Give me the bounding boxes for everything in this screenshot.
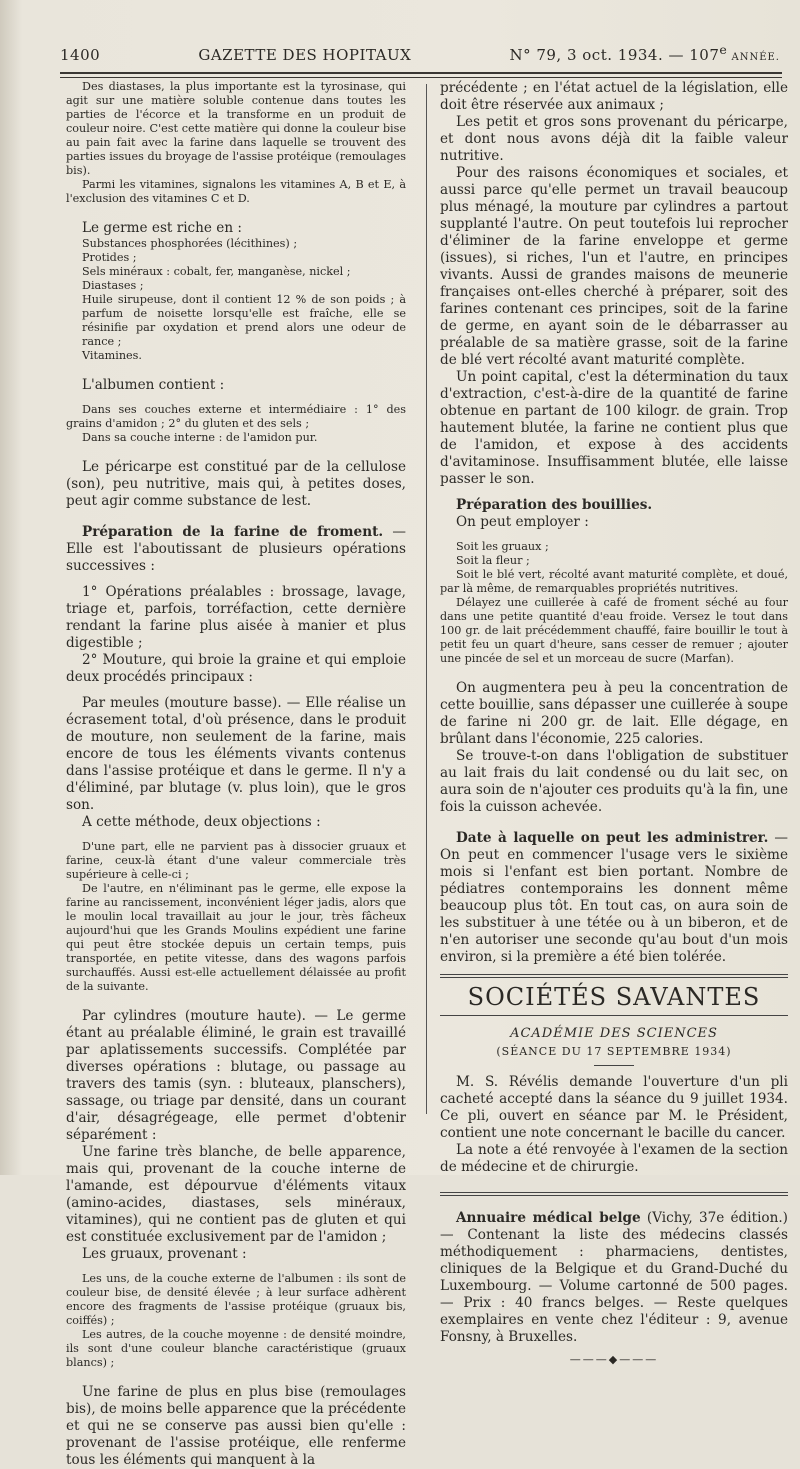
- paragraph: Une farine très blanche, de belle apparence, mais qui, provenant de la couche interne de l'amande, est dépourvue d'éléments vitaux (amino-acides, diastases, sels minéraux, vitamines), qui ne contient pas de gluten et qui est constituée exclusivement par de l'amidon ;: [66, 1144, 406, 1245]
- paragraph: Une farine de plus en plus bise (remoulages bis), de moins belle apparence que la précédente et qui ne se conserve pas aussi bien qu'elle : provenant de l'assise protéique, elle renferme tous les éléments qui manquent à la: [66, 1384, 406, 1468]
- paragraph: Parmi les vitamines, signalons les vitamines A, B et E, à l'exclusion des vitamines C et D.: [66, 178, 406, 205]
- section-date: [440, 830, 788, 966]
- list-item: Diastases ;: [82, 279, 144, 292]
- paragraph: Soit le blé vert, récolté avant maturité complète, et doué, par là même, de remarquables propriétés nutritives.: [440, 568, 788, 595]
- paragraph: 2° Mouture, qui broie la graine et qui emploie deux procédés principaux :: [66, 652, 406, 685]
- page-number: 1400: [60, 46, 101, 64]
- paragraph: Soit la fleur ;: [456, 554, 530, 567]
- section-heading: Date à laquelle on peut les administrer.: [456, 830, 769, 846]
- paragraph: Se trouve-t-on dans l'obligation de substituer au lait frais du lait condensé ou du lait sec, on aura soin de n'ajouter ces produits qu'à la fin, une fois la cuisson achevée.: [440, 748, 788, 815]
- list-item: Protides ;: [82, 251, 137, 264]
- paragraph: Par meules (mouture basse). — Elle réalise un écrasement total, d'où présence, dans le produit de mouture, non seulement de la farine, mais encore de tous les éléments vivants contenus dans l'assise protéique et dans le germe. Il n'y a d'éliminé, par blutage (v. plus loin), que le gros son.: [66, 695, 406, 813]
- paragraph: Des diastases, la plus importante est la tyrosinase, qui agit sur une matière soluble contenue dans toutes les parties de l'écorce et la transforme en un produit de couleur noire. C'est cette matière qui donne la couleur bise au pain fait avec la farine dans laquelle se trouvent des parties issues du broyage de l'assise protéique (remoulages bis).: [66, 80, 406, 177]
- divider: [440, 1015, 788, 1016]
- section-banner: SOCIÉTÉS SAVANTES: [467, 983, 761, 1011]
- paragraph: On peut employer :: [456, 514, 589, 530]
- section-text: (Vichy, 37e édition.) — Contenant la liste des médecins classés méthodiquement : pharmaciens, dentistes, cliniques de la Belgique et du Grand-Duché du Luxembourg. — Volume cartonné de 500 pages. — Prix : 40 francs belges. — Reste quelques exemplaires en vente chez l'éditeur : 9, avenue Fonsny, à Bruxelles.: [440, 1210, 788, 1346]
- issue-text: N° 79, 3 oct. 1934. — 107: [509, 46, 720, 64]
- paragraph: A cette méthode, deux objections :: [82, 814, 321, 830]
- page-header: [60, 42, 780, 70]
- ornament-icon: ———◆———: [569, 1353, 659, 1367]
- academie-title: ACADÉMIE DES SCIENCES: [510, 1026, 718, 1042]
- list-item: Huile sirupeuse, dont il contient 12 % de son poids ; à parfum de noisette lorsqu'elle est fraîche, elle se résinifie par oxydation et prend alors une odeur de rance ;: [82, 293, 406, 348]
- divider: [440, 977, 788, 978]
- paragraph: Soit les gruaux ;: [456, 540, 549, 553]
- divider: [440, 974, 788, 975]
- paragraph: Les gruaux, provenant :: [82, 1246, 247, 1262]
- list-item: Vitamines.: [82, 349, 142, 362]
- section-heading: Annuaire médical belge: [456, 1210, 641, 1227]
- issue-info: [509, 42, 780, 64]
- right-column: [440, 80, 788, 1368]
- section-annuaire: [440, 1210, 788, 1346]
- paragraph: D'une part, elle ne parvient pas à dissocier gruaux et farine, ceux-là étant d'une valeur commerciale très supérieure à celle-ci ;: [66, 840, 406, 881]
- left-column: [66, 80, 406, 1469]
- paragraph: précédente ; en l'état actuel de la législation, elle doit être réservée aux animaux ;: [440, 80, 788, 113]
- paragraph: De l'autre, en n'éliminant pas le germe, elle expose la farine au rancissement, inconvénient léger jadis, alors que le moulin local travaillait au jour le jour, très fâcheux aujourd'hui que les Grands Moulins expédient une farine qui peut être stockée depuis un certain temps, puis transportée, en petite vitesse, dans des wagons parfois surchauffés. Aussi est-elle actuellement délaissée au profit de la suivante.: [66, 882, 406, 993]
- paragraph: 1° Opérations préalables : brossage, lavage, triage et, parfois, torréfaction, cette dernière rendant la farine plus aisée à manier et plus digestible ;: [66, 584, 406, 651]
- header-rule: [60, 72, 782, 78]
- paragraph: Dans sa couche interne : de l'amidon pur.: [82, 431, 318, 444]
- paragraph: M. S. Révélis demande l'ouverture d'un pli cacheté accepté dans la séance du 9 juillet 1934. Ce pli, ouvert en séance par M. le Président, contient une note concernant le bacille du cancer.: [440, 1074, 788, 1142]
- paragraph: Les uns, de la couche externe de l'albumen : ils sont de couleur bise, de densité élevée ; à leur surface adhèrent encore des fragments de l'assise protéique (gruaux bis, coiffés) ;: [66, 1272, 406, 1327]
- paragraph: On augmentera peu à peu la concentration de cette bouillie, sans dépasser une cuillerée à soupe de farine ni 200 gr. de lait. Elle dégage, en brûlant dans l'économie, 225 calories.: [440, 680, 788, 747]
- issue-suffix: e: [719, 42, 728, 57]
- issue-year: ANNÉE.: [727, 52, 780, 63]
- germe-title: Le germe est riche en :: [82, 220, 242, 236]
- section-text: — Elle est l'aboutissant de plusieurs opérations successives :: [66, 524, 406, 574]
- paragraph: Délayez une cuillerée à café de froment séché au four dans une petite quantité d'eau froide. Versez le tout dans 100 gr. de lait précédemment chauffé, faire bouillir le tout à petit feu un quart d'heure, sans cesser de remuer ; ajouter une pincée de sel et un morceau de sucre (Marfan).: [440, 596, 788, 665]
- paragraph: Les autres, de la couche moyenne : de densité moindre, ils sont d'une couleur blanche caractéristique (gruaux blancs) ;: [66, 1328, 406, 1369]
- germe-list: [66, 237, 406, 363]
- paragraph: Dans ses couches externe et intermédiaire : 1° des grains d'amidon ; 2° du gluten et des sels ;: [66, 403, 406, 430]
- paragraph: Par cylindres (mouture haute). — Le germe étant au préalable éliminé, le grain est travaillé par aplatissements successifs. Complétée par diverses opérations : blutage, ou passage au travers des tamis (syn. : bluteaux, planschers), sassage, ou triage par densité, dans un courant d'air, désagrégeage, elle permet d'obtenir séparément :: [66, 1008, 406, 1143]
- albumen-title: L'albumen contient :: [82, 377, 225, 393]
- section-heading: Préparation des bouillies.: [456, 497, 653, 513]
- paragraph: Les petit et gros sons provenant du péricarpe, et dont nous avons déjà dit la faible valeur nutritive.: [440, 114, 788, 164]
- list-item: Substances phosphorées (lécithines) ;: [82, 237, 298, 250]
- paragraph: Le péricarpe est constitué par de la cellulose (son), peu nutritive, mais qui, à petites doses, peut agir comme substance de lest.: [66, 459, 406, 509]
- paragraph: La note a été renvoyée à l'examen de la section de médecine et de chirurgie.: [440, 1142, 788, 1176]
- seance-date: (SÉANCE DU 17 SEPTEMBRE 1934): [496, 1044, 732, 1058]
- paragraph: Pour des raisons économiques et sociales, et aussi parce qu'elle permet un travail beaucoup plus ménagé, la mouture par cylindres a partout supplanté l'autre. On peut toutefois lui reprocher d'éliminer de la farine enveloppe et germe (issues), si riches, l'un et l'autre, en principes vivants. Aussi de grandes maisons de meunerie françaises ont-elles cherché à préparer, soit des farines contenant ces principes, soit de la farine de germe, en ayant soin de le débarrasser au préalable de sa matière grasse, soit de la farine de blé vert récolté avant maturité complète.: [440, 165, 788, 368]
- paragraph: Un point capital, c'est la détermination du taux d'extraction, c'est-à-dire de la quantité de farine obtenue en partant de 100 kilogr. de grain. Trop hautement blutée, la farine ne contient plus que de l'amidon, et expose à des accidents d'avitaminose. Insuffisamment blutée, elle laisse passer le son.: [440, 369, 788, 487]
- column-divider: [426, 84, 427, 1114]
- section-text: — On peut en commencer l'usage vers le sixième mois si l'enfant est bien portant. Nombre de pédiatres contemporains les donnent même beaucoup plus tôt. En tout cas, on aura soin de les substituer à une tétée ou à un biberon, et de n'en autoriser une seconde qu'au bout d'un mois environ, si la première a été bien tolérée.: [440, 830, 788, 965]
- section-heading: Préparation de la farine de froment.: [82, 524, 384, 540]
- journal-title: GAZETTE DES HOPITAUX: [198, 46, 412, 64]
- short-rule: [594, 1065, 634, 1066]
- divider: [440, 1192, 788, 1193]
- list-item: Sels minéraux : cobalt, fer, manganèse, nickel ;: [82, 265, 351, 278]
- section-preparation: [66, 524, 406, 575]
